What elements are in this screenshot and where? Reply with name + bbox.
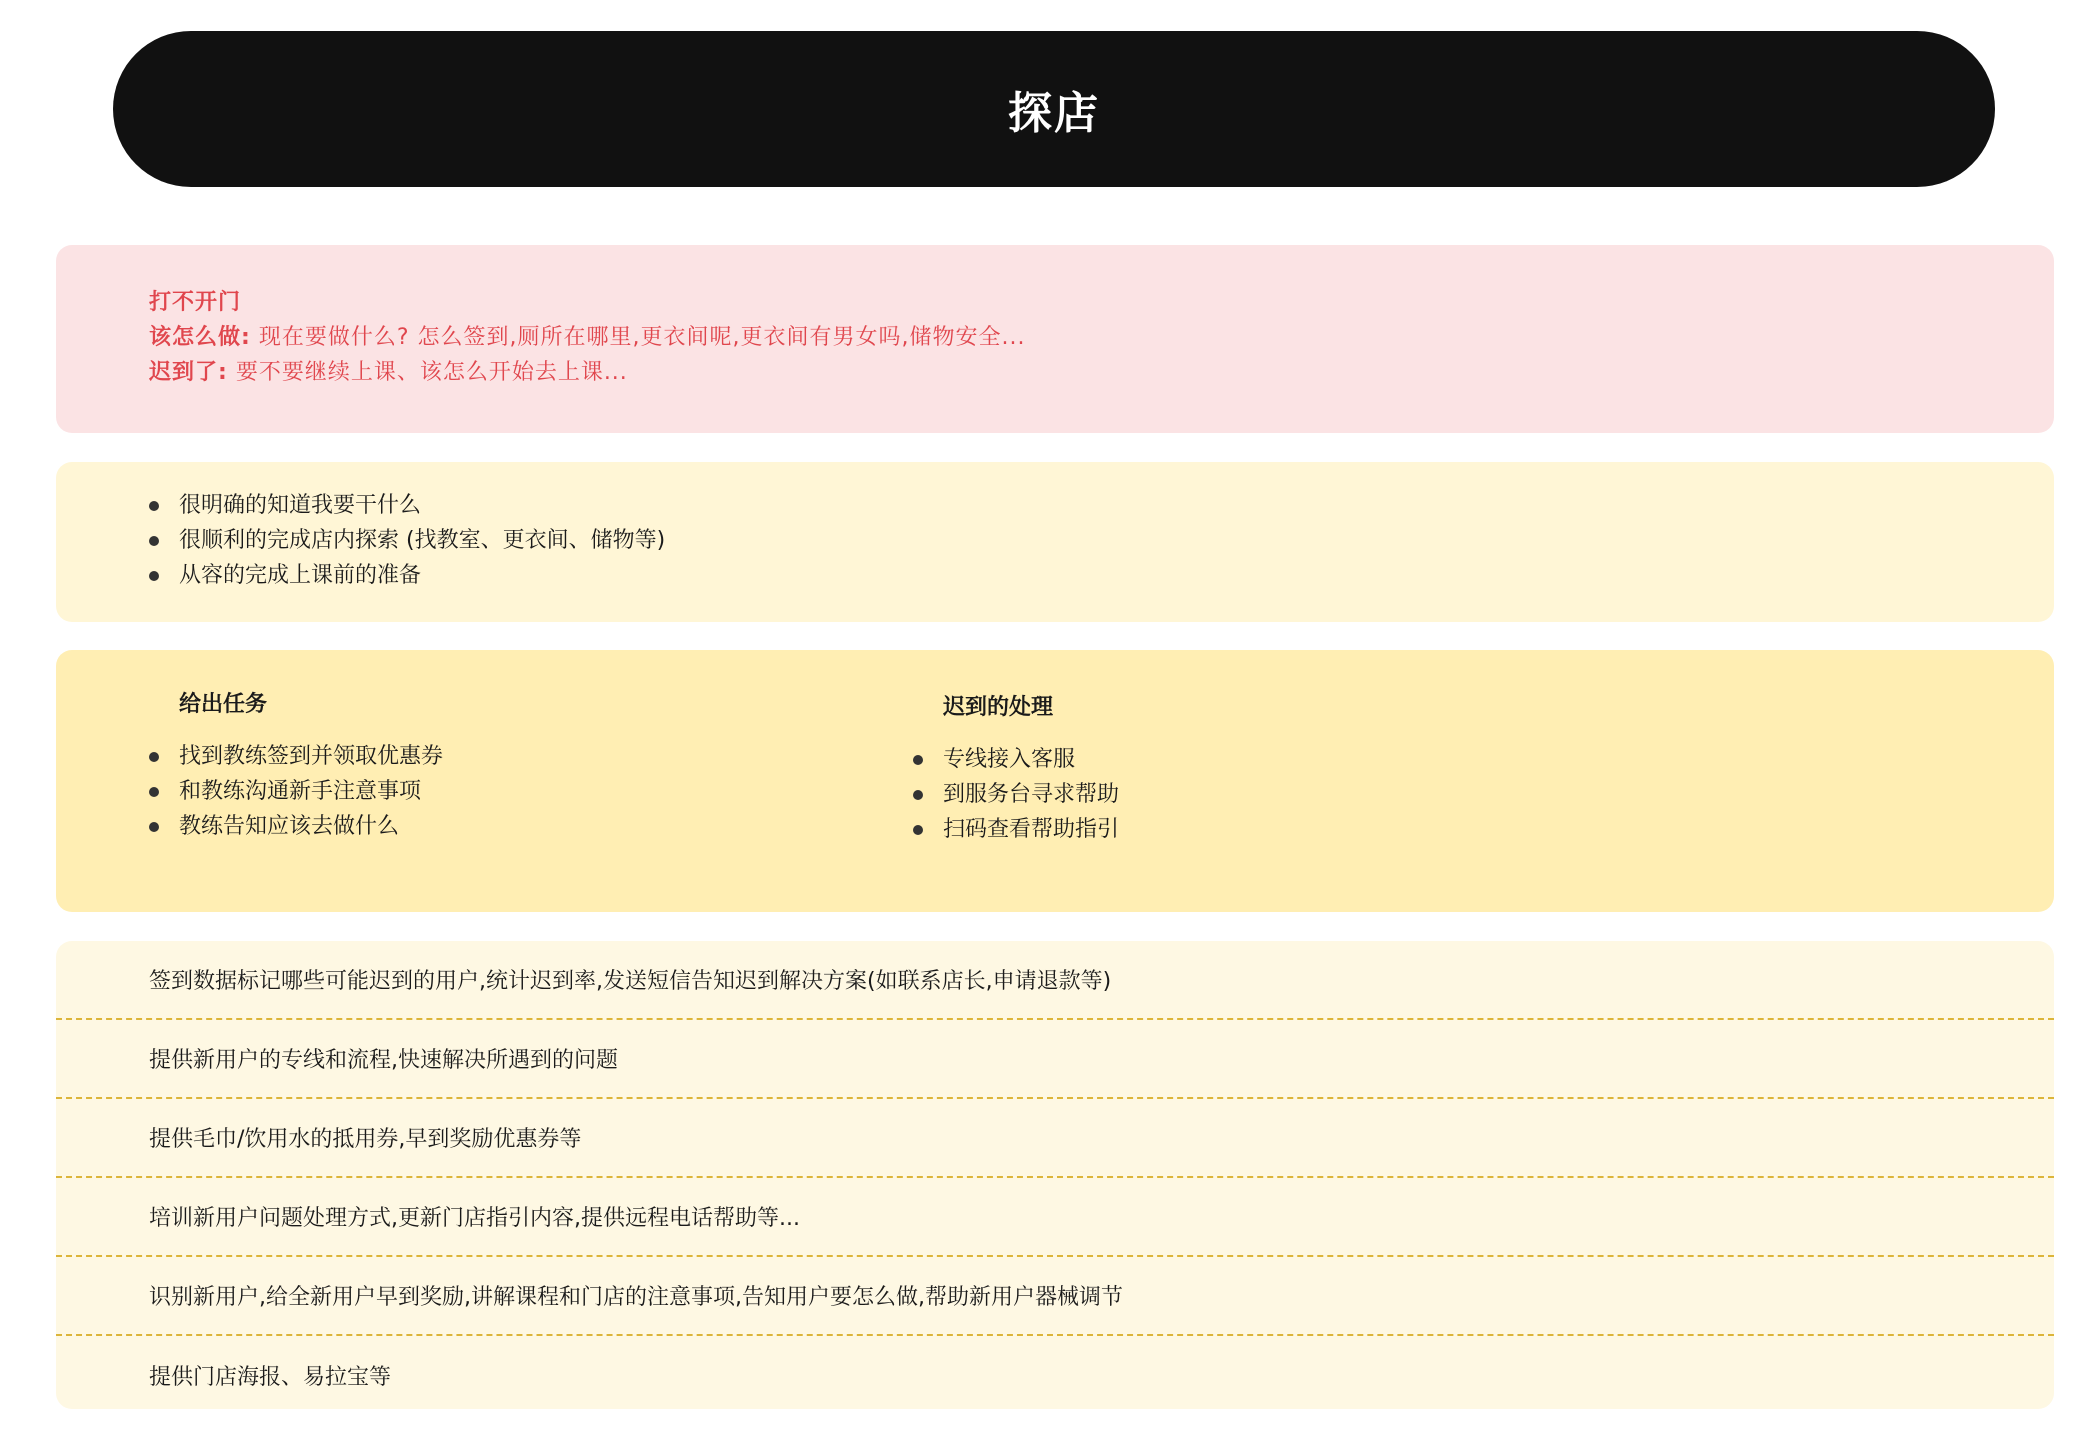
give-tasks-list <box>149 739 443 844</box>
late-item: 扫码查看帮助指引 <box>913 812 1119 847</box>
goals-list <box>149 488 2054 593</box>
pain-line-what-to-do <box>149 320 2054 355</box>
late-handling-column <box>913 690 1119 847</box>
measure-row: 提供门店海报、易拉宝等 <box>149 1365 392 1390</box>
measure-row: 识别新用户,给全新用户早到奖励,讲解课程和门店的注意事项,告知用户要怎么做,帮助新用户器械调节 <box>56 1257 2054 1336</box>
goal-item: 很顺利的完成店内探索 (找教室、更衣间、储物等) <box>149 523 2054 558</box>
measure-row: 提供毛巾/饮用水的抵用券,早到奖励优惠券等 <box>56 1099 2054 1178</box>
pain-heading: 打不开门 <box>149 290 242 315</box>
give-tasks-title: 给出任务 <box>179 692 268 717</box>
actions-panel <box>56 650 2054 912</box>
late-handling-list <box>913 742 1119 847</box>
stage-title-banner <box>113 31 1995 187</box>
late-handling-title: 迟到的处理 <box>943 695 1054 720</box>
task-item: 教练告知应该去做什么 <box>149 809 443 844</box>
pain-points-panel <box>56 245 2054 433</box>
goal-item: 很明确的知道我要干什么 <box>149 488 2054 523</box>
goal-item: 从容的完成上课前的准备 <box>149 558 2054 593</box>
pain-line1-text: 现在要做什么? 怎么签到,厕所在哪里,更衣间呢,更衣间有男女吗,储物安全... <box>258 325 1026 350</box>
measure-row: 培训新用户问题处理方式,更新门店指引内容,提供远程电话帮助等... <box>56 1178 2054 1257</box>
task-item: 和教练沟通新手注意事项 <box>149 774 443 809</box>
late-item: 专线接入客服 <box>913 742 1119 777</box>
stage-title: 探店 <box>1008 88 1100 139</box>
task-item: 找到教练签到并领取优惠券 <box>149 739 443 774</box>
measures-panel <box>56 941 2054 1409</box>
late-item: 到服务台寻求帮助 <box>913 777 1119 812</box>
measure-row: 签到数据标记哪些可能迟到的用户,统计迟到率,发送短信告知迟到解决方案(如联系店长,申请退款等) <box>56 941 2054 1020</box>
pain-line1-label: 该怎么做: <box>149 325 251 350</box>
measure-row: 提供新用户的专线和流程,快速解决所遇到的问题 <box>56 1020 2054 1099</box>
pain-line2-text: 要不要继续上课、该怎么开始去上课... <box>235 360 628 385</box>
give-tasks-column <box>149 687 443 844</box>
goals-panel <box>56 462 2054 622</box>
pain-line2-label: 迟到了: <box>149 360 228 385</box>
pain-line-late <box>149 355 2054 390</box>
